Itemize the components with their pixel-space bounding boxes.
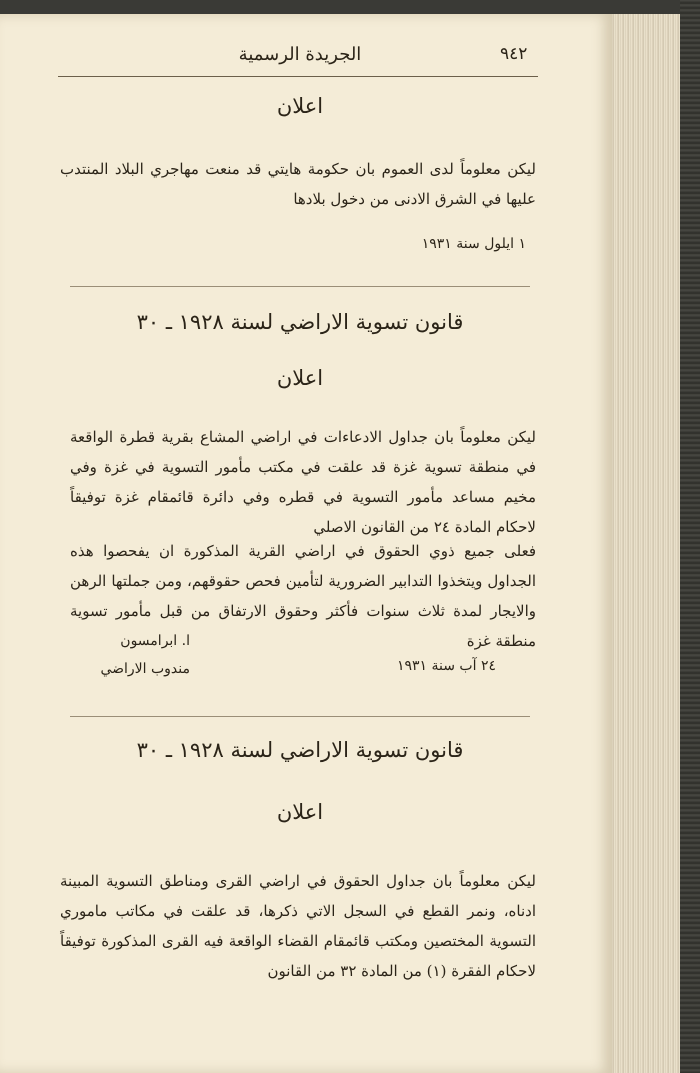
notice3-law-title: قانون تسوية الاراضي لسنة ١٩٢٨ ـ ٣٠ (136, 738, 464, 762)
notice2-paragraph-1: ليكن معلوماً بان جداول الادعاءات في اراضي المشاع بقرية قطرة الواقعة في منطقة تسوية غزة قد علقت في مكتب مأمور التسوية في غزة وفي مخيم مساعد مأمور التسوية في قطره وفي دائرة قائمقام غزة توفيقاً لاحكام المادة ٢٤ من القانون الاصلي (70, 428, 536, 536)
notice2-heading: اعلان (276, 366, 324, 390)
page-header-title: الجريدة الرسمية (238, 44, 362, 65)
book-cover-edge (680, 0, 700, 1073)
section-divider-2 (70, 716, 530, 717)
header-rule (58, 76, 538, 77)
notice2-signatory-name: ا. ابرامسون (120, 633, 190, 649)
notice2-date: ٢٤ آب سنة ١٩٣١ (396, 658, 496, 674)
notice3-heading: اعلان (276, 800, 324, 824)
gazette-page (0, 14, 612, 1073)
section-divider-1 (70, 286, 530, 287)
notice1-date: ١ ايلول سنة ١٩٣١ (421, 236, 526, 252)
notice1-heading: اعلان (276, 94, 324, 118)
notice2-signatory-title: مندوب الاراضي (100, 661, 190, 677)
notice2-paragraph-2: فعلى جميع ذوي الحقوق في اراضي القرية المذكورة ان يفحصوا هذه الجداول ويتخذوا التدابير الضرورية لتأمين فحص حقوقهم، ومن جملتها الرهن والايجار لمدة ثلاث سنوات فأكثر وحقوق الارتفاق من قبل مأمور تسوية منطقة غزة (70, 542, 536, 650)
page-number: ٩٤٢ (500, 44, 528, 64)
notice1-body: ليكن معلوماً لدى العموم بان حكومة هايتي قد منعت مهاجري البلاد المنتدب عليها في الشرق الادنى من دخول بلادها (60, 160, 536, 208)
notice3-paragraph-1: ليكن معلوماً بان جداول الحقوق في اراضي القرى ومناطق التسوية المبينة ادناه، ونمر القطع في السجل الاتي ذكرها، قد علقت في مكاتب ماموري التسوية المختصين ومكتب قائمقام القضاء الواقعة فيه القرى المذكورة توفيقاً لاحكام الفقرة (١) من المادة ٣٢ من القانون (60, 872, 536, 980)
notice2-law-title: قانون تسوية الاراضي لسنة ١٩٢٨ ـ ٣٠ (136, 310, 464, 334)
